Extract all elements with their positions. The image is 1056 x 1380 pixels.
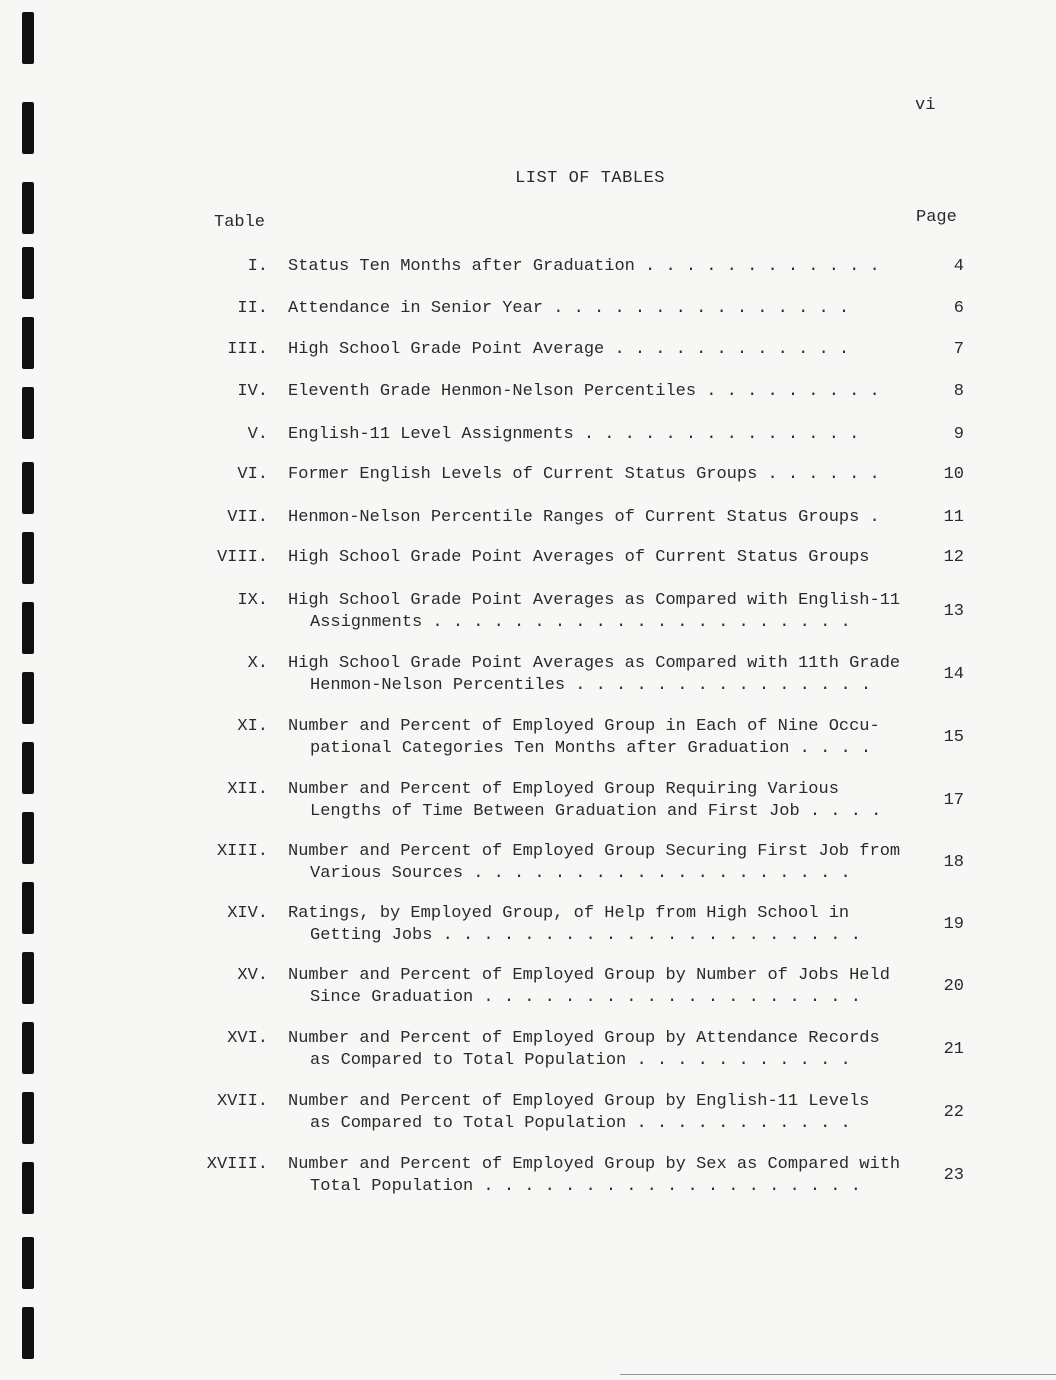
- table-entry-title-line1: Former English Levels of Current Status Groups . . . . . .: [288, 465, 880, 484]
- table-entry-title-line1: Number and Percent of Employed Group by Sex as Compared with: [288, 1155, 901, 1174]
- table-entry-title-line2: Total Population . . . . . . . . . . . . . . . . . . .: [310, 1177, 861, 1196]
- punch-hole: [22, 182, 34, 234]
- table-entry-title-line1: Status Ten Months after Graduation . . . . . . . . . . . .: [288, 257, 880, 276]
- punch-hole: [22, 102, 34, 154]
- table-entry-page: 9: [953, 425, 964, 444]
- table-entry-title: [288, 779, 918, 823]
- table-entry-number: VIII.: [216, 548, 268, 567]
- page-number: vi: [915, 96, 936, 115]
- table-entry-title-line2: Various Sources . . . . . . . . . . . . . . . . . . .: [310, 864, 851, 883]
- table-entry-page: 21: [943, 1040, 964, 1059]
- table-entry-title: [288, 903, 918, 947]
- table-entry-title-line2: pational Categories Ten Months after Graduation . . . .: [310, 739, 872, 758]
- table-entry-page: 8: [953, 382, 964, 401]
- table-entry-number: VII.: [227, 508, 268, 527]
- table-entry-title-line1: Number and Percent of Employed Group in Each of Nine Occu-: [288, 717, 880, 736]
- table-entry-title-line1: High School Grade Point Averages as Compared with 11th Grade: [288, 654, 901, 673]
- table-entry-title-line1: Number and Percent of Employed Group by Number of Jobs Held: [288, 966, 890, 985]
- table-entry-title-line2: Lengths of Time Between Graduation and First Job . . . .: [310, 802, 882, 821]
- table-entry-title: [288, 381, 918, 403]
- table-entry-title-line1: High School Grade Point Averages of Current Status Groups: [288, 548, 870, 567]
- punch-hole: [22, 1237, 34, 1289]
- table-entry-page: 23: [943, 1166, 964, 1185]
- table-entry-title-line1: Ratings, by Employed Group, of Help from High School in: [288, 904, 850, 923]
- table-entry-page: 22: [943, 1103, 964, 1122]
- table-entry-page: 19: [943, 915, 964, 934]
- punch-hole: [22, 247, 34, 299]
- table-entry-page: 11: [943, 508, 964, 527]
- table-entry-title-line1: Attendance in Senior Year . . . . . . . . . . . . . . .: [288, 299, 850, 318]
- table-entry-title: [288, 1154, 918, 1198]
- table-entry-number: XII.: [227, 780, 268, 799]
- table-entry-page: 14: [943, 665, 964, 684]
- table-entry-title-line2: as Compared to Total Population . . . . . . . . . . .: [310, 1114, 851, 1133]
- punch-hole: [22, 1307, 34, 1359]
- punch-hole: [22, 12, 34, 64]
- table-entry-number: XVI.: [227, 1029, 268, 1048]
- table-entry-title: [288, 464, 918, 486]
- table-entry-title-line1: Henmon-Nelson Percentile Ranges of Current Status Groups .: [288, 508, 880, 527]
- table-entry-page: 15: [943, 728, 964, 747]
- punch-hole: [22, 1162, 34, 1214]
- punch-hole: [22, 812, 34, 864]
- punch-hole: [22, 1022, 34, 1074]
- punch-hole: [22, 602, 34, 654]
- column-header-table: Table: [214, 213, 266, 232]
- table-entry-title: [288, 424, 918, 446]
- table-entry-number: III.: [227, 340, 268, 359]
- table-entry-number: XIII.: [216, 842, 268, 861]
- bottom-edge-line: [620, 1374, 1056, 1375]
- table-entry-title-line1: High School Grade Point Averages as Compared with English-11: [288, 591, 901, 610]
- binding-punch-holes: [20, 0, 40, 1380]
- table-entry-page: 20: [943, 977, 964, 996]
- table-entry-number: XIV.: [227, 904, 268, 923]
- punch-hole: [22, 952, 34, 1004]
- punch-hole: [22, 532, 34, 584]
- table-entry-title: [288, 841, 918, 885]
- table-entry-title: [288, 547, 918, 569]
- punch-hole: [22, 672, 34, 724]
- table-entry-title: [288, 590, 918, 634]
- table-entry-page: 6: [953, 299, 964, 318]
- table-entry-title-line1: Number and Percent of Employed Group by English-11 Levels: [288, 1092, 870, 1111]
- table-entry-title: [288, 653, 918, 697]
- table-entry-page: 10: [943, 465, 964, 484]
- table-entry-title-line2: Henmon-Nelson Percentiles . . . . . . . . . . . . . . .: [310, 676, 872, 695]
- table-entry-number: I.: [247, 257, 268, 276]
- table-entry-page: 13: [943, 602, 964, 621]
- punch-hole: [22, 387, 34, 439]
- table-entry-title: [288, 1091, 918, 1135]
- table-entry-title-line1: English-11 Level Assignments . . . . . . . . . . . . . .: [288, 425, 860, 444]
- table-entry-title-line2: Since Graduation . . . . . . . . . . . . . . . . . . .: [310, 988, 861, 1007]
- table-entry-title: [288, 965, 918, 1009]
- table-entry-title: [288, 256, 918, 278]
- table-entry-page: 18: [943, 853, 964, 872]
- table-entry-title-line1: Number and Percent of Employed Group Securing First Job from: [288, 842, 901, 861]
- table-entry-number: IX.: [237, 591, 268, 610]
- table-entry-title: [288, 716, 918, 760]
- table-entry-page: 12: [943, 548, 964, 567]
- table-entry-title-line2: Getting Jobs . . . . . . . . . . . . . . . . . . . . .: [310, 926, 861, 945]
- table-entry-number: VI.: [237, 465, 268, 484]
- table-entry-title: [288, 339, 918, 361]
- table-entry-number: X.: [247, 654, 268, 673]
- table-entry-number: XVIII.: [206, 1155, 268, 1174]
- table-entry-title: [288, 298, 918, 320]
- column-header-page: Page: [916, 208, 957, 227]
- table-entry-page: 7: [953, 340, 964, 359]
- table-entry-title-line2: Assignments . . . . . . . . . . . . . . . . . . . . .: [310, 613, 851, 632]
- punch-hole: [22, 1092, 34, 1144]
- table-entry-title-line1: Eleventh Grade Henmon-Nelson Percentiles . . . . . . . . .: [288, 382, 880, 401]
- table-entry-title: [288, 1028, 918, 1072]
- table-entry-title-line1: Number and Percent of Employed Group by Attendance Records: [288, 1029, 880, 1048]
- table-entry-title-line1: Number and Percent of Employed Group Requiring Various: [288, 780, 839, 799]
- table-entry-number: XVII.: [216, 1092, 268, 1111]
- table-entry-page: 4: [953, 257, 964, 276]
- table-entry-title-line1: High School Grade Point Average . . . . . . . . . . . .: [288, 340, 850, 359]
- table-entry-number: XI.: [237, 717, 268, 736]
- punch-hole: [22, 462, 34, 514]
- page-title: LIST OF TABLES: [515, 169, 665, 188]
- punch-hole: [22, 882, 34, 934]
- table-entry-number: IV.: [237, 382, 268, 401]
- table-entry-number: XV.: [237, 966, 268, 985]
- punch-hole: [22, 317, 34, 369]
- table-entry-number: V.: [247, 425, 268, 444]
- table-entry-number: II.: [237, 299, 268, 318]
- table-entry-title-line2: as Compared to Total Population . . . . . . . . . . .: [310, 1051, 851, 1070]
- punch-hole: [22, 742, 34, 794]
- table-entry-page: 17: [943, 791, 964, 810]
- table-entry-title: [288, 507, 918, 529]
